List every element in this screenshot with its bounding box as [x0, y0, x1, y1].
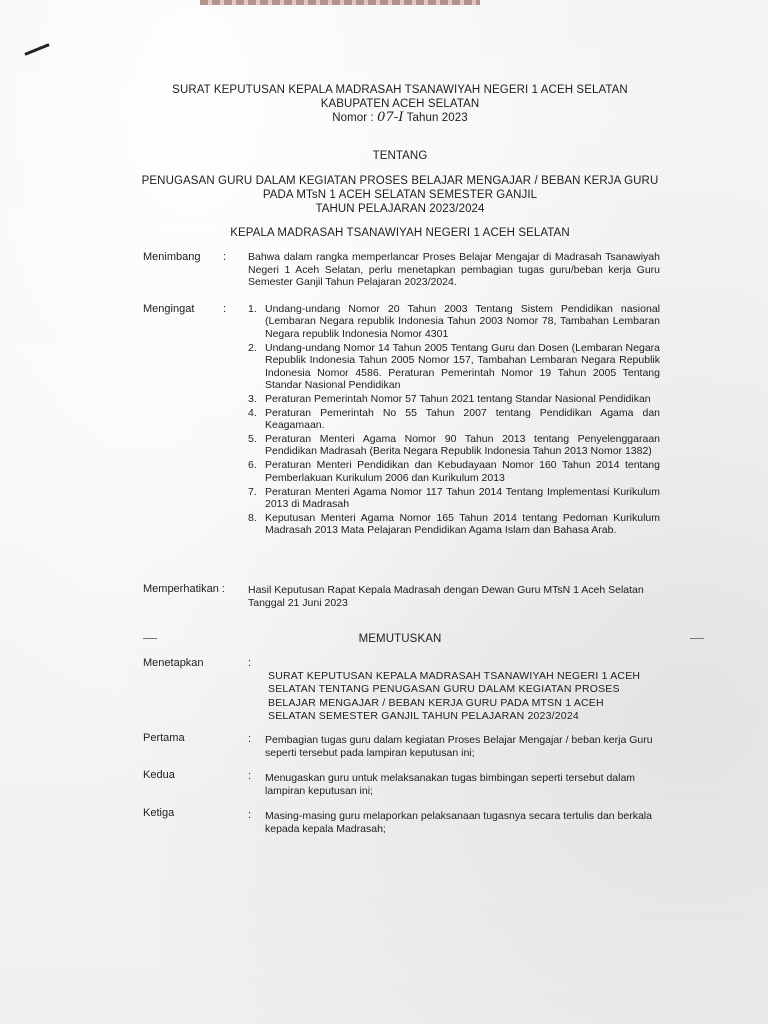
regency-line: KABUPATEN ACEH SELATAN — [320, 98, 480, 110]
tentang-heading: TENTANG — [372, 150, 428, 162]
margin-dash-right — [690, 638, 704, 639]
list-item: 6. Peraturan Menteri Pendidikan dan Kebudayaan Nomor 160 Tahun 2014 tentang Pemberlakuan Kurikulum 2006 dan Kurikulum 2013 — [248, 459, 660, 484]
list-item: 7. Peraturan Menteri Agama Nomor 117 Tahun 2014 Tentang Implementasi Kurikulum 2013 di Madrasah — [248, 485, 660, 511]
mengingat-label: Mengingat — [143, 303, 195, 315]
memperhatikan-label: Memperhatikan : — [143, 583, 225, 595]
mengingat-list — [248, 303, 660, 538]
ketiga-text: Masing-masing guru melaporkan pelaksanaan tugasnya secara tertulis dan berkala kepada kepala Madrasah; — [265, 810, 652, 835]
kedua-text: Menugaskan guru untuk melaksanakan tugas bimbingan seperti tersebut dalam lampiran keputusan ini; — [265, 772, 636, 797]
pertama-text: Pembagian tugas guru dalam kegiatan Proses Belajar Mengajar / beban kerja Guru seperti tersebut pada lampiran keputusan ini; — [265, 734, 653, 759]
issuer-heading: KEPALA MADRASAH TSANAWIYAH NEGERI 1 ACEH SELATAN — [230, 227, 570, 239]
kedua-label: Kedua — [143, 769, 175, 781]
decree-number — [130, 111, 670, 125]
list-item: 8. Keputusan Menteri Agama Nomor 165 Tahun 2014 tentang Pedoman Kurikulum Madrasah 2013 Mata Pelajaran Pendidikan Agama Islam dan Bahasa Arab. — [248, 512, 660, 537]
memperhatikan-text: Hasil Keputusan Rapat Kepala Madrasah dengan Dewan Guru MTsN 1 Aceh Selatan Tanggal 21 Juni 2023 — [248, 584, 644, 609]
list-item: 1. Undang-undang Nomor 20 Tahun 2003 Tentang Sistem Pendidikan nasional (Lembaran Negara republik Indonesia Tahun 2003 Nomor 78, Tambahan Lembaran Negara republik Indonesia Nomor 4301 — [248, 303, 660, 340]
kedua-colon: : — [248, 770, 252, 782]
decree-number-suffix: Tahun 2023 — [403, 112, 468, 124]
paper-top-edge — [200, 0, 480, 5]
decree-title: SURAT KEPUTUSAN KEPALA MADRASAH TSANAWIYAH NEGERI 1 ACEH SELATAN — [172, 84, 628, 96]
menimbang-label: Menimbang — [143, 251, 201, 263]
subject-line-3: TAHUN PELAJARAN 2023/2024 — [315, 203, 485, 215]
list-item: 2. Undang-undang Nomor 14 Tahun 2005 Tentang Guru dan Dosen (Lembaran Negara Republik Indonesia Tahun 2005 Nomor 157, Tambahan Lembaran Negara Republik Indonesia Nomor 4586. Peraturan Pemerintah Nomor 19 Tahun 2005 Tentang Standar Nasional Pendidikan — [248, 341, 660, 391]
pertama-colon: : — [248, 733, 252, 745]
memutuskan-heading: MEMUTUSKAN — [358, 633, 442, 645]
decree-number-handwritten: 07-I — [377, 110, 404, 125]
ketiga-label: Ketiga — [143, 807, 175, 819]
decree-number-prefix: Nomor : — [332, 112, 378, 124]
pen-mark — [24, 43, 49, 56]
subject-line-2: PADA MTsN 1 ACEH SELATAN SEMESTER GANJIL — [262, 189, 538, 201]
menetapkan-colon: : — [248, 657, 252, 669]
list-item: 5. Peraturan Menteri Agama Nomor 90 Tahun 2013 tentang Penyelenggaraan Pendidikan Madrasah (Berita Negara Republik Indonesia Tahun 2013 Nomor 1382) — [248, 433, 660, 458]
menimbang-colon: : — [223, 251, 227, 263]
list-item: 4. Peraturan Pemerintah No 55 Tahun 2007 tentang Pendidikan Agama dan Keagamaan. — [248, 406, 660, 432]
subject-line-1: PENUGASAN GURU DALAM KEGIATAN PROSES BELAJAR MENGAJAR / BEBAN KERJA GURU — [141, 175, 659, 187]
pertama-label: Pertama — [143, 732, 185, 744]
mengingat-colon: : — [223, 303, 227, 315]
menetapkan-text: SURAT KEPUTUSAN KEPALA MADRASAH TSANAWIYAH NEGERI 1 ACEH SELATAN TENTANG PENUGASAN GURU DALAM KEGIATAN PROSES BELAJAR MENGAJAR / BEBAN KERJA GURU PADA MTSN 1 ACEH SELATAN SEMESTER GANJIL TAHUN PELAJARAN 2023/2024 — [268, 670, 641, 723]
ketiga-colon: : — [248, 809, 252, 821]
menetapkan-label: Menetapkan — [143, 657, 204, 669]
list-item: 3. Peraturan Pemerintah Nomor 57 Tahun 2021 tentang Standar Nasional Pendidikan — [248, 392, 651, 405]
menimbang-text: Bahwa dalam rangka memperlancar Proses Belajar Mengajar di Madrasah Tsanawiyah Negeri 1 Aceh Selatan, perlu menetapkan pembagian tugas guru/beban kerja Guru Semester Ganjil Tahun Pelajaran 2023/2024. — [248, 251, 660, 289]
